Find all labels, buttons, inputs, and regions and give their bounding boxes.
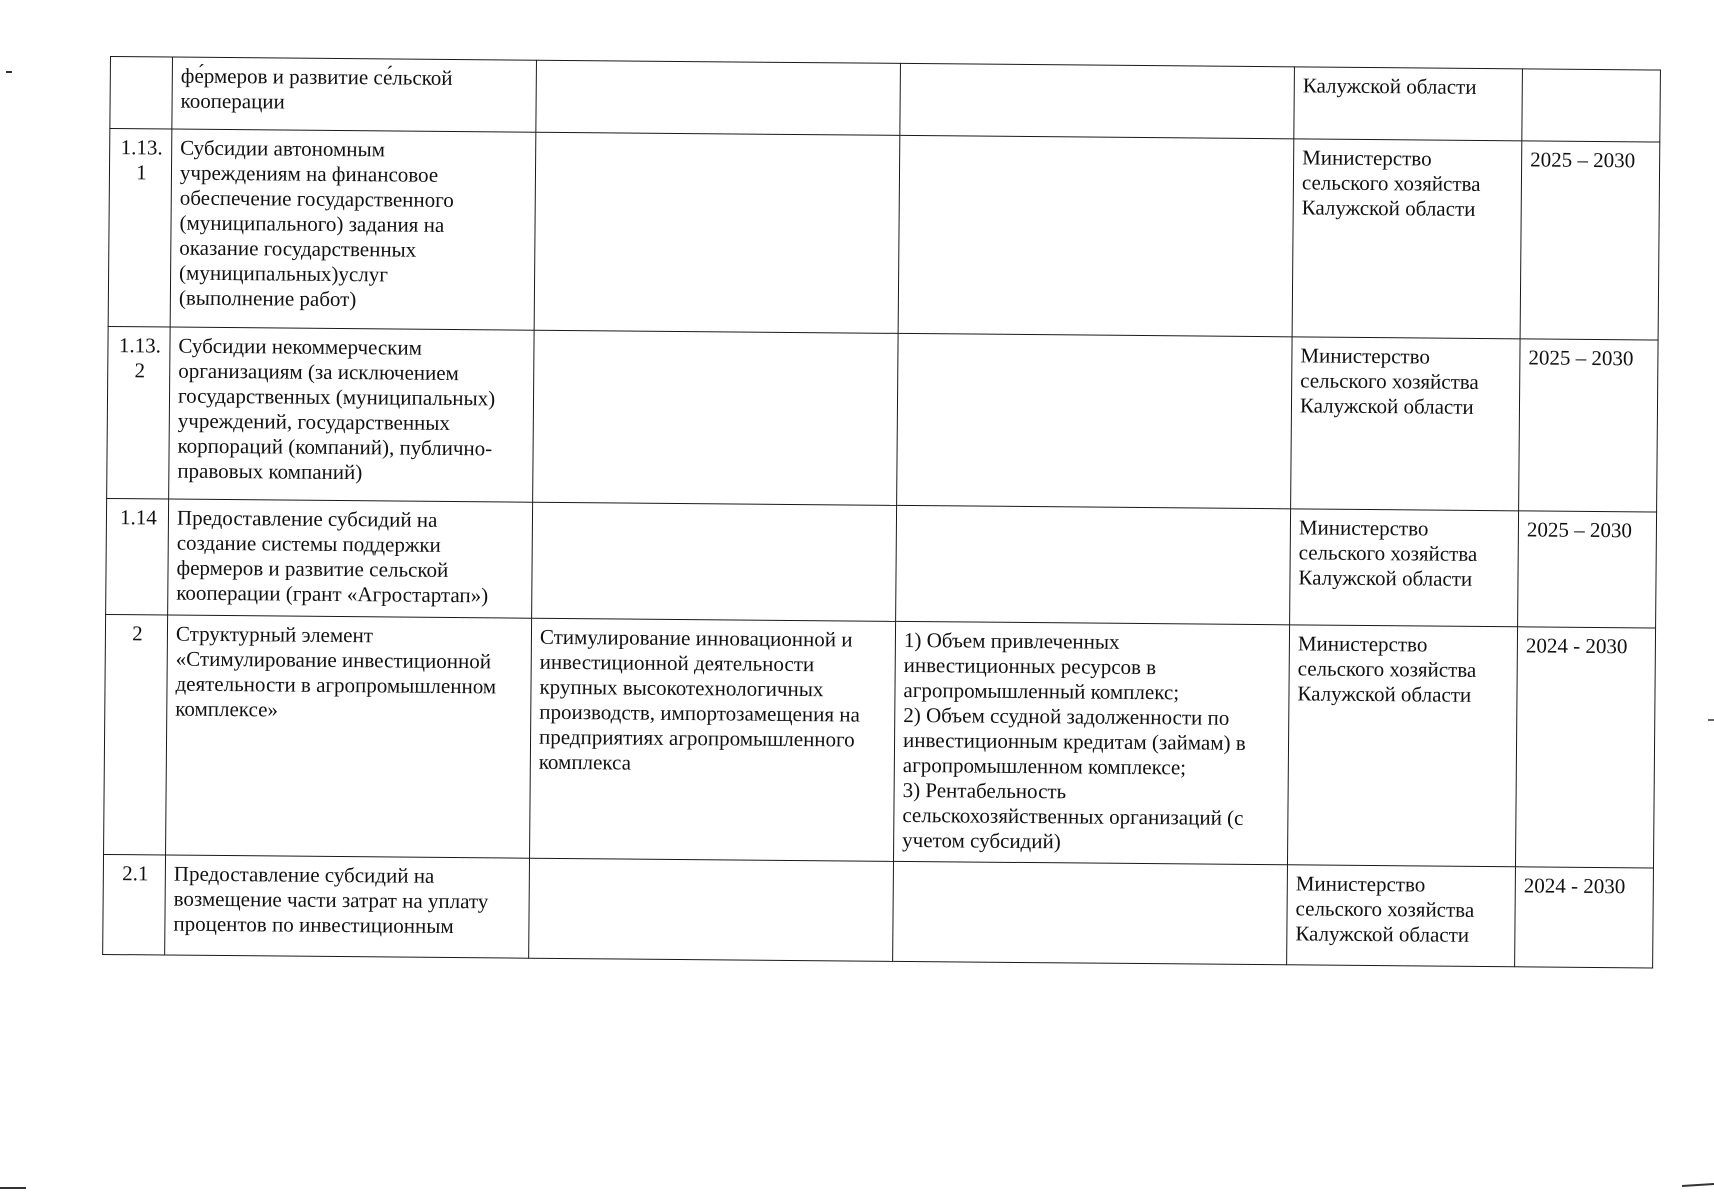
cell-text-line: сельского хозяйства — [1295, 896, 1475, 922]
program-table — [102, 56, 1661, 969]
cell-text-line: производств, импортозамещения на — [539, 699, 860, 727]
cell-text-line: (муниципальных)услуг — [179, 260, 389, 287]
responsible-cell — [1292, 139, 1522, 339]
cell-text-line: Калужской области — [1297, 681, 1472, 707]
cell-text-line: создание системы поддержки — [176, 530, 441, 557]
measure-name-cell — [169, 327, 534, 502]
cell-text-line: крупных высокотехнологичных — [539, 674, 824, 702]
cell-text-line: агропромышленный комплекс; — [903, 677, 1180, 705]
period-text: 2024 - 2030 — [1525, 633, 1628, 659]
period-cell — [1515, 867, 1654, 968]
cell-text-line: сельского хозяйства — [1298, 540, 1478, 566]
cell-text-line: сельского хозяйства — [1301, 170, 1481, 196]
cell-text-line: Калужской области — [1299, 393, 1474, 419]
cell-text-line: фе́рмеров и развитие се́льской — [180, 63, 453, 90]
cell-text-line: 2 — [134, 358, 146, 383]
cell-text-line: сельского хозяйства — [1300, 368, 1479, 394]
cell-text-line: 1.13. — [118, 333, 162, 358]
scan-mark — [1682, 1184, 1714, 1186]
period-text: 2025 – 2030 — [1528, 345, 1634, 371]
responsible-cell — [1287, 625, 1517, 867]
indicators-cell — [900, 63, 1295, 138]
cell-text-line: агропромышленном комплексе; — [902, 752, 1187, 780]
row-number-cell — [103, 854, 166, 955]
indicators-cell — [896, 505, 1291, 624]
cell-text-line: комплекса — [538, 749, 632, 775]
cell-text-line: Калужской области — [1301, 195, 1476, 221]
table-row — [108, 129, 1660, 341]
cell-text-line: 2) Объем ссудной задолженности по — [903, 702, 1230, 730]
indicators-cell — [898, 135, 1294, 336]
indicators-cell — [897, 333, 1292, 508]
cell-text-line: возмещение части затрат на уплату — [173, 886, 489, 914]
cell-text-line: фермеров и развитие сельской — [176, 555, 449, 582]
table-row — [106, 498, 1657, 628]
cell-text-line: (муниципального) задания на — [179, 210, 445, 237]
cell-text-line: предприятиях агропромышленного — [538, 724, 855, 752]
cell-text-line: обеспечение государственного — [179, 185, 454, 213]
table-row — [104, 614, 1656, 868]
cell-text-line: Субсидии автономным — [180, 135, 386, 162]
cell-text-line: Структурный элемент — [175, 621, 374, 648]
period-cell — [1522, 69, 1661, 142]
cell-text-line: 3) Рентабельность — [902, 777, 1067, 804]
cell-text-line: 1.13. — [120, 135, 163, 160]
table-row — [110, 57, 1661, 143]
cell-text-line: деятельности в агропромышленном — [175, 671, 497, 699]
indicators-cell — [893, 861, 1288, 964]
measure-name-cell — [170, 129, 536, 330]
row-number: 1.14 — [119, 505, 157, 530]
cell-text-line: учреждений, государственных — [177, 408, 451, 435]
responsible-cell — [1294, 67, 1523, 141]
cell-text-line: Калужской области — [1302, 73, 1477, 99]
cell-text-line: Субсидии некоммерческим — [178, 333, 423, 360]
cell-text-line: 1 — [136, 160, 147, 185]
row-number-cell — [108, 129, 172, 328]
row-number-cell — [107, 326, 170, 499]
period-cell — [1519, 339, 1658, 512]
period-text: 2024 - 2030 — [1523, 873, 1626, 899]
responsible-cell — [1290, 509, 1519, 627]
cell-text-line: государственных (муниципальных) — [177, 383, 496, 411]
cell-text-line: Министерство — [1297, 631, 1428, 657]
period-cell — [1518, 511, 1657, 628]
row-number: 2.1 — [122, 861, 149, 886]
indicators-cell — [894, 621, 1290, 864]
cell-text-line: инвестиционным кредитам (займам) в — [902, 727, 1246, 755]
cell-text-line: учреждениям на финансовое — [179, 160, 439, 187]
measure-name-cell — [166, 615, 532, 858]
cell-text-line: Калужской области — [1298, 565, 1473, 591]
cell-text-line: оказание государственных — [179, 235, 417, 262]
cell-text-line: процентов по инвестиционным — [173, 911, 454, 939]
table-row — [103, 854, 1654, 968]
row-number-cell — [106, 498, 169, 615]
task-cell — [532, 502, 897, 621]
period-text: 2025 – 2030 — [1530, 147, 1636, 173]
period-cell — [1520, 141, 1660, 340]
measure-name-cell — [172, 57, 537, 132]
cell-text-line: кооперации (грант «Агростартап») — [176, 580, 489, 608]
cell-text-line: Стимулирование инновационной и — [539, 624, 853, 652]
row-number-cell — [110, 57, 173, 130]
row-number: 2 — [132, 621, 143, 646]
cell-text-line: учетом субсидий) — [902, 827, 1061, 854]
cell-text-line: (выполнение работ) — [178, 285, 357, 312]
cell-text-line: инвестиционной деятельности — [539, 649, 815, 677]
period-text: 2025 – 2030 — [1526, 517, 1633, 543]
responsible-cell — [1291, 337, 1520, 511]
cell-text-line: кооперации — [180, 88, 285, 114]
task-cell — [536, 60, 901, 135]
document-page — [102, 56, 1661, 969]
cell-text-line: Министерство — [1298, 515, 1429, 541]
cell-text-line: 1) Объем привлеченных — [903, 627, 1120, 654]
cell-text-line: правовых компаний) — [177, 458, 363, 485]
cell-text-line: Предоставление субсидий на — [176, 505, 438, 532]
cell-text-line: комплексе» — [175, 696, 279, 722]
cell-text-line: Министерство — [1300, 343, 1431, 369]
row-number-cell — [104, 614, 168, 855]
cell-text-line: сельскохозяйственных организаций (с — [902, 802, 1244, 830]
cell-text-line: Калужской области — [1295, 921, 1470, 947]
cell-text-line: инвестиционных ресурсов в — [903, 652, 1157, 680]
responsible-cell — [1287, 865, 1516, 967]
cell-text-line: организациям (за исключением — [178, 358, 460, 386]
table-row — [107, 326, 1658, 512]
task-cell — [529, 858, 894, 961]
period-cell — [1515, 627, 1655, 868]
measure-name-cell — [168, 499, 533, 618]
cell-text-line: корпораций (компаний), публично- — [177, 433, 493, 461]
cell-text-line: Министерство — [1295, 871, 1426, 897]
cell-text-line: «Стимулирование инвестиционной — [175, 646, 492, 674]
task-cell — [533, 330, 898, 505]
task-cell — [530, 618, 896, 861]
task-cell — [534, 132, 900, 333]
measure-name-cell — [165, 855, 530, 958]
cell-text-line: Министерство — [1302, 145, 1432, 171]
cell-text-line: сельского хозяйства — [1297, 656, 1477, 682]
cell-text-line: Предоставление субсидий на — [173, 861, 435, 888]
